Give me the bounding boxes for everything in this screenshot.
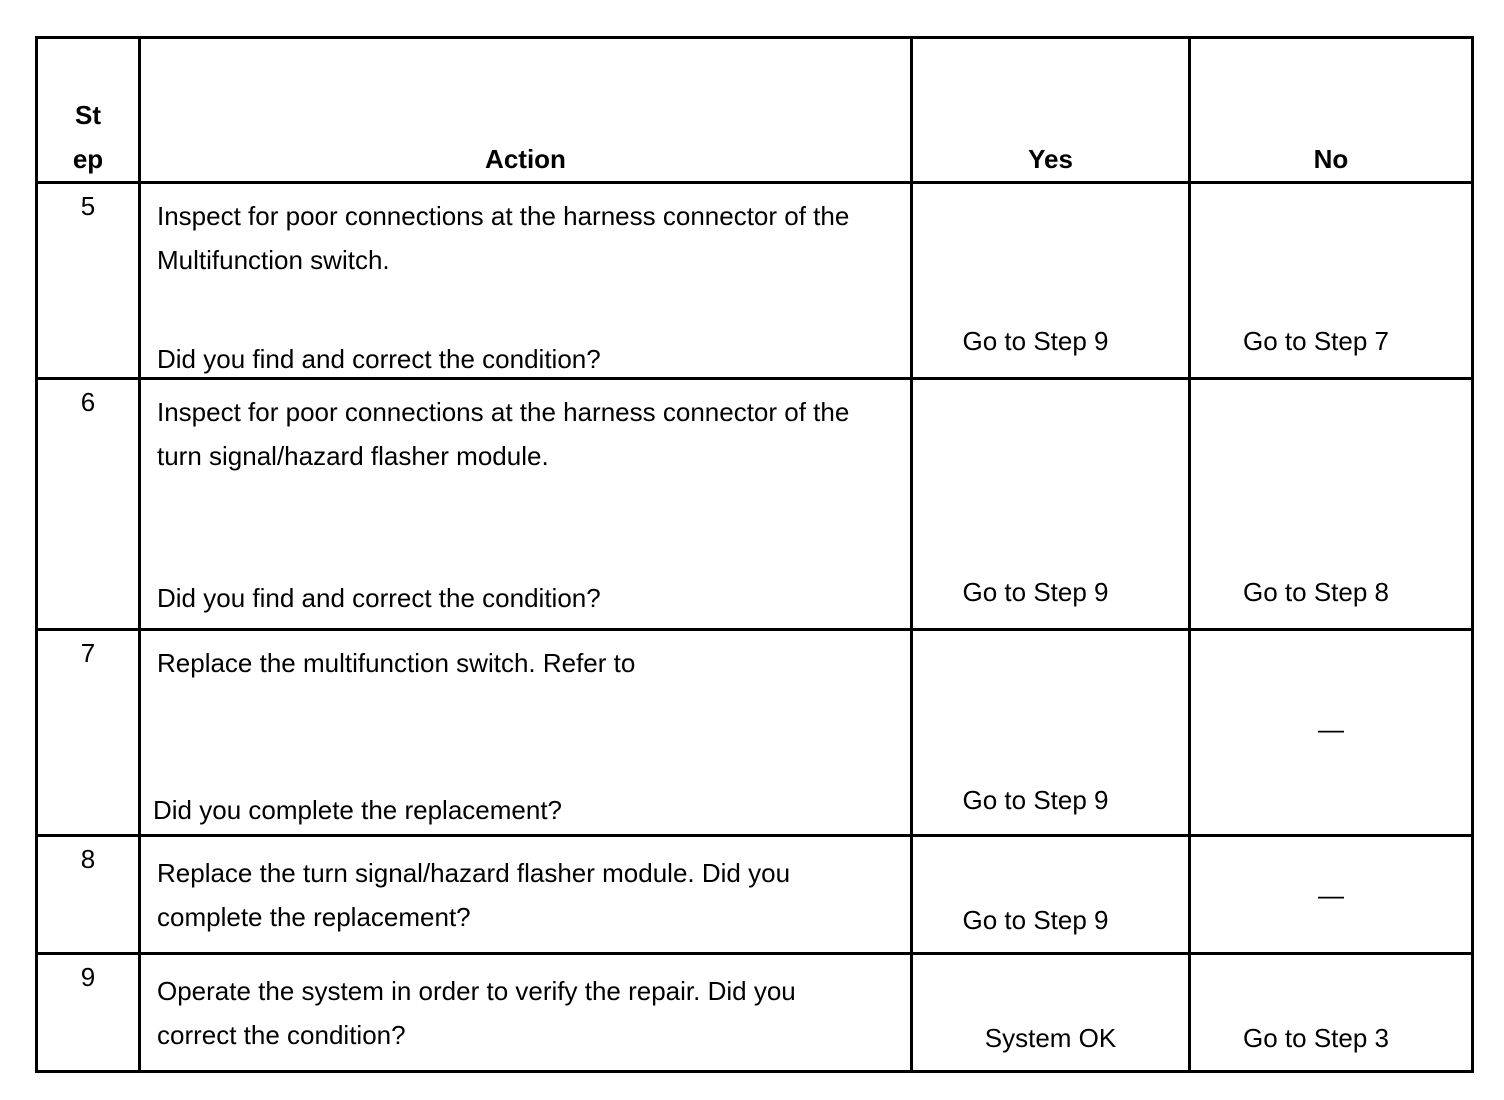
- table-row: [37, 379, 1473, 630]
- step-number: 9: [37, 954, 140, 1072]
- no-result: Go to Step 7: [1243, 326, 1389, 356]
- step-number: 5: [37, 183, 140, 379]
- no-cell: [1190, 836, 1473, 954]
- yes-result: Go to Step 9: [962, 577, 1109, 607]
- action-text: Operate the system in order to verify the repair. Did you correct the condition?: [157, 976, 796, 1050]
- no-cell: [1190, 379, 1473, 630]
- header-yes: Yes: [912, 38, 1190, 183]
- action-cell: [140, 630, 912, 836]
- action-cell: [140, 954, 912, 1072]
- no-result: —: [1318, 880, 1344, 910]
- step-number: 8: [37, 836, 140, 954]
- no-cell: [1190, 183, 1473, 379]
- action-text: Replace the multifunction switch. Refer to: [157, 648, 636, 678]
- header-step: [37, 38, 140, 183]
- action-question: Did you find and correct the condition?: [157, 344, 601, 374]
- yes-result: Go to Step 9: [962, 326, 1109, 356]
- header-row: [37, 38, 1473, 183]
- yes-cell: [912, 954, 1190, 1072]
- header-step-line1: St: [75, 100, 101, 130]
- action-cell: [140, 836, 912, 954]
- yes-cell: [912, 836, 1190, 954]
- header-no: No: [1190, 38, 1473, 183]
- no-cell: [1190, 954, 1473, 1072]
- action-cell: [140, 379, 912, 630]
- yes-cell: [912, 630, 1190, 836]
- action-question: Did you complete the replacement?: [153, 795, 563, 825]
- no-result: Go to Step 3: [1243, 1023, 1389, 1053]
- step-number: 7: [37, 630, 140, 836]
- action-text: Replace the turn signal/hazard flasher module. Did you complete the replacement?: [157, 858, 791, 932]
- yes-result: Go to Step 9: [962, 785, 1109, 815]
- table-row: [37, 183, 1473, 379]
- action-cell: [140, 183, 912, 379]
- step-number: 6: [37, 379, 140, 630]
- diagnostic-table: [35, 36, 1474, 1073]
- action-question: Did you find and correct the condition?: [157, 583, 601, 613]
- no-result: —: [1318, 714, 1344, 744]
- table-row: [37, 836, 1473, 954]
- action-text: Inspect for poor connections at the harness connector of the Multifunction switch.: [157, 201, 850, 275]
- no-result: Go to Step 8: [1243, 577, 1389, 607]
- yes-result: System OK: [984, 1023, 1117, 1053]
- yes-cell: [912, 183, 1190, 379]
- table-row: [37, 630, 1473, 836]
- yes-result: Go to Step 9: [962, 905, 1109, 935]
- header-step-line2: ep: [72, 144, 104, 174]
- table-row: [37, 954, 1473, 1072]
- no-cell: [1190, 630, 1473, 836]
- yes-cell: [912, 379, 1190, 630]
- action-text: Inspect for poor connections at the harness connector of the turn signal/hazard flasher module.: [157, 397, 850, 471]
- header-action: Action: [140, 38, 912, 183]
